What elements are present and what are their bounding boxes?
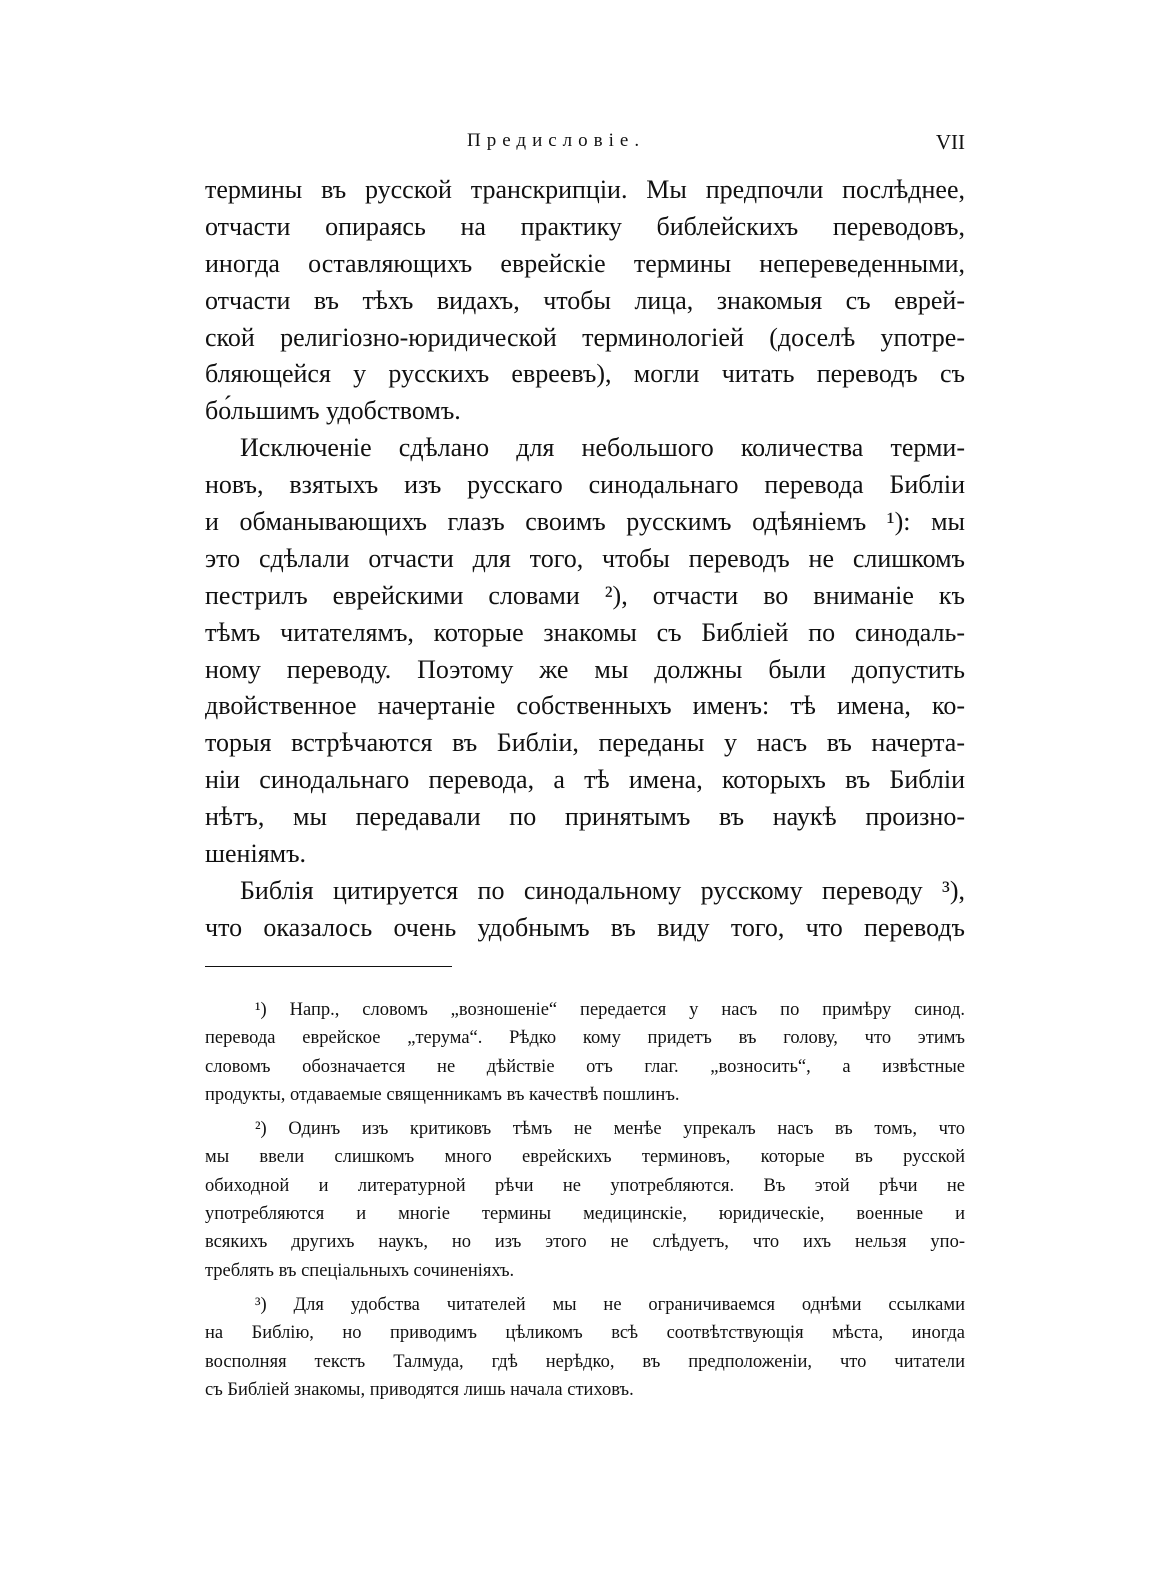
text-line: бляющейся у русскихъ евреевъ), могли читать переводъ съ — [205, 359, 965, 389]
text-line: Исключеніе сдѣлано для небольшого количества терми- — [240, 433, 965, 463]
running-head — [205, 130, 965, 160]
footnote-line: употребляются и многіе термины медицинскіе, юридическіе, военные и — [205, 1204, 965, 1225]
footnote-line: ²) Одинъ изъ критиковъ тѣмъ не менѣе упрекалъ насъ въ томъ, что — [255, 1119, 965, 1140]
footnote-3 — [205, 1291, 965, 1404]
paragraph — [205, 873, 965, 947]
text-line: термины въ русской транскрипціи. Мы предпочли послѣднее, — [205, 175, 965, 204]
text-line: что оказалось очень удобнымъ въ виду того, что переводъ — [205, 912, 965, 942]
text-line: ніи синодальнаго перевода, а тѣ имена, которыхъ въ Библіи — [205, 765, 965, 795]
text-line: шеніямъ. — [205, 839, 307, 869]
text-line: и обманывающихъ глазъ своимъ русскимъ одѣяніемъ ¹): мы — [205, 507, 965, 537]
footnotes — [205, 996, 965, 1404]
text-line: нѣтъ, мы передавали по принятымъ въ наукѣ произно- — [205, 802, 965, 832]
body-text — [205, 172, 965, 947]
text-line: это сдѣлали отчасти для того, чтобы переводъ не слишкомъ — [205, 543, 965, 573]
text-line: новъ, взятыхъ изъ русскаго синодальнаго перевода Библіи — [205, 470, 965, 500]
footnote-line: продукты, отдаваемые священникамъ въ качествѣ пошлинъ. — [205, 1084, 680, 1105]
text-line: Библія цитируется по синодальному русскому переводу ³), — [240, 875, 965, 905]
footnote-line: восполняя текстъ Талмуда, гдѣ нерѣдко, въ предположеніи, что читатели — [205, 1351, 965, 1372]
text-line: ской религіозно-юридической терминологіей (доселѣ употре- — [205, 322, 965, 352]
footnote-line: всякихъ другихъ наукъ, но изъ этого не слѣдуетъ, что ихъ нельзя упо- — [205, 1232, 965, 1253]
text-line: пестрилъ еврейскими словами ²), отчасти во вниманіе къ — [205, 580, 965, 610]
text-line: отчасти въ тѣхъ видахъ, чтобы лица, знакомыя съ еврей- — [205, 285, 965, 315]
footnote-divider — [205, 966, 452, 967]
text-line: отчасти опираясь на практику библейскихъ переводовъ, — [205, 211, 965, 241]
text-line: ному переводу. Поэтому же мы должны были допустить — [205, 654, 965, 684]
footnote-line: словомъ обозначается не дѣйствіе отъ глаг. „возносить“, а извѣстные — [205, 1056, 965, 1077]
footnote-1 — [205, 996, 965, 1109]
text-line: бо́льшимъ удобствомъ. — [205, 396, 461, 426]
footnote-line: ¹) Напр., словомъ „возношеніе“ передается у насъ по примѣру синод. — [255, 1000, 965, 1020]
footnote-line: съ Библіей знакомы, приводятся лишь начала стиховъ. — [205, 1379, 634, 1400]
paragraph — [205, 430, 965, 873]
text-line: торыя встрѣчаются въ Библіи, переданы у насъ въ начерта- — [205, 728, 965, 758]
footnote-line: треблять въ спеціальныхъ сочиненіяхъ. — [205, 1260, 515, 1281]
footnote-line: перевода еврейское „терума“. Рѣдко кому придетъ въ голову, что этимъ — [205, 1028, 965, 1049]
footnote-line: ³) Для удобства читателей мы не ограничиваемся однѣми ссылками — [255, 1294, 965, 1315]
paragraph — [205, 172, 965, 430]
footnote-line: мы ввели слишкомъ много еврейскихъ терминовъ, которые въ русской — [205, 1147, 965, 1168]
text-line: двойственное начертаніе собственныхъ именъ: тѣ имена, ко- — [205, 691, 965, 721]
footnote-line: на Библію, но приводимъ цѣликомъ всѣ соотвѣтствующія мѣста, иногда — [205, 1323, 965, 1344]
text-line: иногда оставляющихъ еврейскіе термины непереведенными, — [205, 248, 965, 278]
footnote-line: обиходной и литературной рѣчи не употребляются. Въ этой рѣчи не — [205, 1175, 965, 1196]
text-line: тѣмъ читателямъ, которые знакомы съ Библіей по синодаль- — [205, 617, 965, 647]
footnote-2 — [205, 1115, 965, 1285]
page-number: VII — [935, 130, 965, 154]
running-title: Предисловіе. — [467, 130, 646, 151]
